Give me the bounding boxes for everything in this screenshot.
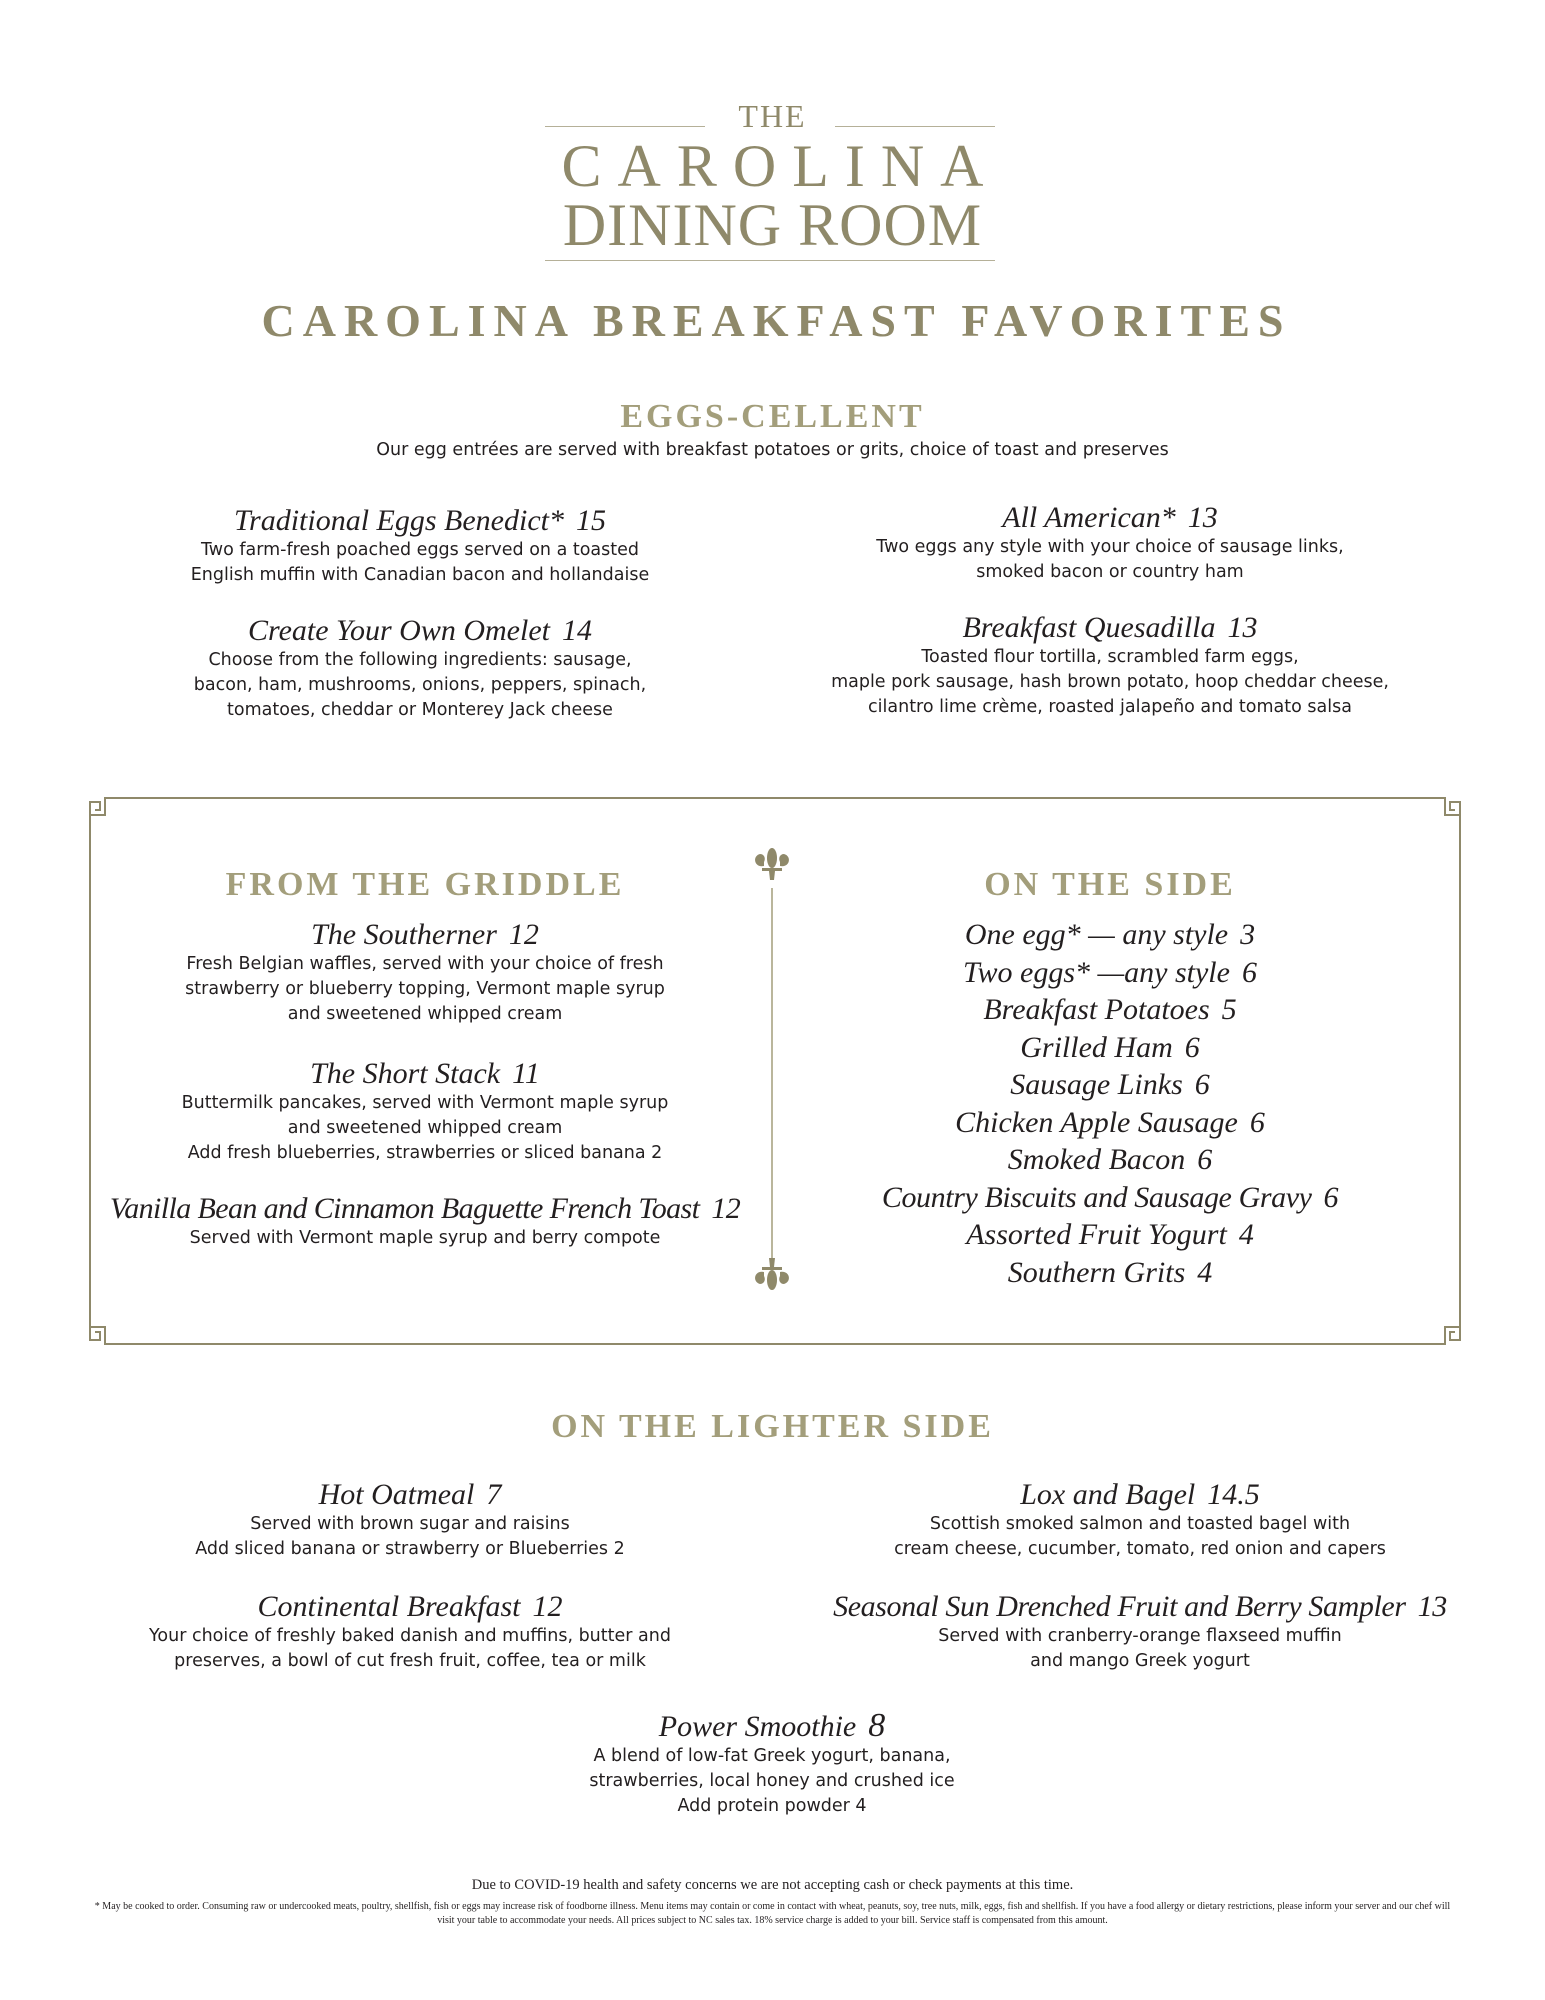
section-heading-griddle: FROM THE GRIDDLE bbox=[225, 866, 625, 903]
logo-carolina: CAROLINA bbox=[561, 133, 1000, 199]
item-price: 12 bbox=[532, 1590, 563, 1623]
item-desc-line: Add protein powder 4 bbox=[677, 1796, 867, 1816]
item-desc-line: Served with Vermont maple syrup and berry compote bbox=[189, 1228, 661, 1248]
item-name: Grilled Ham bbox=[1020, 1030, 1173, 1064]
item-desc-line: Choose from the following ingredients: sausage, bbox=[208, 650, 632, 670]
item-name: Smoked Bacon bbox=[1007, 1143, 1186, 1176]
list-item bbox=[860, 991, 1360, 1029]
item-name: Breakfast Quesadilla bbox=[962, 611, 1216, 644]
list-item bbox=[860, 1179, 1360, 1217]
item-desc-line: maple pork sausage, hash brown potato, hoop cheddar cheese, bbox=[831, 672, 1389, 692]
item-price: 12 bbox=[711, 1192, 741, 1225]
item-name: Traditional Eggs Benedict* bbox=[234, 504, 564, 537]
item-desc-line: Your choice of freshly baked danish and muffins, butter and bbox=[149, 1626, 671, 1646]
item-price: 13 bbox=[1227, 611, 1258, 644]
item-desc-line: strawberries, local honey and crushed ice bbox=[589, 1771, 955, 1791]
item-name: Create Your Own Omelet bbox=[248, 614, 550, 647]
item-price: 6 bbox=[1249, 1105, 1265, 1139]
item-price: 13 bbox=[1187, 501, 1218, 534]
item-desc-line: cilantro lime crème, roasted jalapeño and tomato salsa bbox=[868, 697, 1352, 717]
item-price: 14.5 bbox=[1207, 1478, 1260, 1511]
item-desc-line: Two eggs any style with your choice of sausage links, bbox=[876, 537, 1344, 557]
logo-dining-room: DINING ROOM bbox=[562, 192, 983, 258]
item-name: One egg* — any style bbox=[964, 918, 1229, 951]
item-name: Hot Oatmeal bbox=[318, 1478, 475, 1511]
item-price: 5 bbox=[1221, 993, 1237, 1026]
section-heading-eggs: EGGS-CELLENT bbox=[620, 398, 925, 435]
item-desc-line: Add sliced banana or strawberry or Blueberries 2 bbox=[195, 1539, 625, 1559]
item-desc-line: A blend of low-fat Greek yogurt, banana, bbox=[593, 1746, 951, 1766]
item-price: 7 bbox=[486, 1478, 502, 1511]
item-desc-line: strawberry or blueberry topping, Vermont maple syrup bbox=[185, 979, 665, 999]
item-desc-line: and sweetened whipped cream bbox=[287, 1004, 563, 1024]
item-desc-line: bacon, ham, mushrooms, onions, peppers, spinach, bbox=[193, 675, 647, 695]
item-price: 6 bbox=[1197, 1143, 1213, 1176]
item-desc-line: Scottish smoked salmon and toasted bagel with bbox=[929, 1514, 1351, 1534]
fleur-de-lis-icon bbox=[755, 1258, 789, 1290]
item-price: 8 bbox=[868, 1707, 886, 1744]
section-heading-sides: ON THE SIDE bbox=[984, 866, 1236, 903]
item-desc-line: cream cheese, cucumber, tomato, red onion and capers bbox=[894, 1539, 1386, 1559]
list-item bbox=[860, 954, 1360, 992]
item-price: 12 bbox=[508, 918, 539, 951]
item-desc-line: and sweetened whipped cream bbox=[287, 1118, 563, 1138]
list-item bbox=[860, 1066, 1360, 1104]
item-desc-line: Toasted flour tortilla, scrambled farm eggs, bbox=[921, 647, 1299, 667]
item-price: 6 bbox=[1184, 1030, 1200, 1064]
item-name: Lox and Bagel bbox=[1020, 1478, 1196, 1511]
list-item bbox=[860, 1104, 1360, 1142]
menu-item bbox=[472, 1709, 1072, 1819]
section-subtitle-eggs: Our egg entrées are served with breakfast potatoes or grits, choice of toast and preserves bbox=[376, 440, 1169, 460]
item-desc-line: Two farm-fresh poached eggs served on a toasted bbox=[200, 540, 640, 560]
item-name: Continental Breakfast bbox=[257, 1590, 521, 1623]
sides-list bbox=[860, 916, 1360, 1291]
menu-item bbox=[100, 1590, 720, 1674]
item-name: Breakfast Potatoes bbox=[983, 993, 1210, 1026]
fleur-de-lis-icon bbox=[755, 848, 789, 880]
item-desc-line: tomatoes, cheddar or Monterey Jack cheese bbox=[227, 700, 613, 720]
item-name: All American* bbox=[1002, 501, 1176, 534]
item-name: Assorted Fruit Yogurt bbox=[966, 1218, 1227, 1251]
item-price: 3 bbox=[1240, 918, 1256, 951]
item-desc-line: and mango Greek yogurt bbox=[1030, 1651, 1250, 1671]
item-price: 6 bbox=[1323, 1180, 1339, 1214]
menu-item bbox=[105, 1057, 745, 1166]
item-name: Chicken Apple Sausage bbox=[955, 1105, 1238, 1139]
item-price: 14 bbox=[561, 614, 592, 647]
item-desc-line: English muffin with Canadian bacon and hollandaise bbox=[190, 565, 650, 585]
logo-the: THE bbox=[738, 98, 807, 134]
menu-title: CAROLINA BREAKFAST FAVORITES bbox=[261, 295, 1292, 346]
item-name: The Southerner bbox=[311, 918, 497, 951]
item-desc-line: Add fresh blueberries, strawberries or sliced banana 2 bbox=[187, 1143, 663, 1163]
item-name: Two eggs* —any style bbox=[963, 955, 1230, 989]
item-desc-line: Buttermilk pancakes, served with Vermont maple syrup bbox=[181, 1093, 669, 1113]
item-price: 6 bbox=[1241, 955, 1257, 989]
menu-item bbox=[100, 1478, 720, 1562]
item-name: Country Biscuits and Sausage Gravy bbox=[881, 1180, 1312, 1214]
item-name: Seasonal Sun Drenched Fruit and Berry Sampler bbox=[833, 1590, 1406, 1623]
covid-notice: Due to COVID-19 health and safety concerns we are not accepting cash or check payments at this time. bbox=[471, 1877, 1074, 1893]
item-name: Vanilla Bean and Cinnamon Baguette French Toast bbox=[109, 1192, 700, 1225]
list-item bbox=[860, 1141, 1360, 1179]
menu-item bbox=[105, 918, 745, 1027]
allergy-disclaimer: * May be cooked to order. Consuming raw or undercooked meats, poultry, shellfish, fish or eggs may increase risk of foodborne illness. Menu items may contain or come in contact with wheat, peanuts, soy, tree nuts, milk, eggs, fish and shellfish. If you have a food allergy or dietary restrictions, please inform your server and our chef will visit your table to accommodate your needs. All prices subject to NC sales tax. 18% service charge is added to your bill. Service staff is compensated from this amount. bbox=[94, 1901, 1451, 1926]
item-name: The Short Stack bbox=[310, 1057, 501, 1090]
item-price: 4 bbox=[1238, 1218, 1254, 1251]
item-price: 15 bbox=[576, 504, 606, 537]
menu-item bbox=[810, 1478, 1470, 1562]
menu-item bbox=[105, 1192, 745, 1251]
item-desc-line: Fresh Belgian waffles, served with your choice of fresh bbox=[186, 954, 664, 974]
list-item bbox=[860, 916, 1360, 954]
item-name: Sausage Links bbox=[1010, 1068, 1183, 1101]
item-name: Southern Grits bbox=[1007, 1255, 1186, 1289]
item-desc-line: Served with brown sugar and raisins bbox=[250, 1514, 570, 1534]
item-price: 11 bbox=[512, 1057, 540, 1090]
item-name: Power Smoothie bbox=[658, 1710, 857, 1743]
item-desc-line: Served with cranberry-orange flaxseed muffin bbox=[938, 1626, 1342, 1646]
list-item bbox=[860, 1029, 1360, 1067]
menu-item bbox=[800, 1590, 1480, 1674]
section-heading-lighter: ON THE LIGHTER SIDE bbox=[551, 1408, 994, 1445]
item-desc-line: preserves, a bowl of cut fresh fruit, coffee, tea or milk bbox=[174, 1651, 646, 1671]
list-item bbox=[860, 1216, 1360, 1254]
item-price: 6 bbox=[1194, 1068, 1210, 1101]
item-desc-line: smoked bacon or country ham bbox=[976, 562, 1244, 582]
item-price: 13 bbox=[1417, 1590, 1447, 1623]
item-price: 4 bbox=[1197, 1255, 1213, 1289]
list-item bbox=[860, 1254, 1360, 1292]
